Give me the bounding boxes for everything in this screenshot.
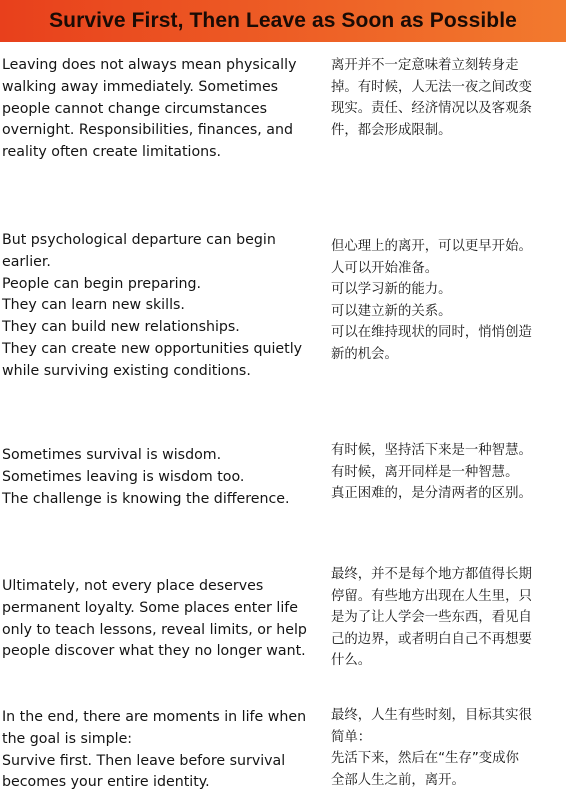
english-paragraph	[2, 445, 314, 510]
text-line: people discover what they no longer want.	[2, 643, 306, 660]
text-line: Survive first. Then leave before survival	[2, 752, 286, 769]
english-paragraph	[2, 55, 314, 164]
text-line: 人可以开始准备。	[331, 260, 439, 276]
text-line: The challenge is knowing the difference.	[2, 490, 290, 507]
text-line: while surviving existing conditions.	[2, 362, 251, 379]
text-line: permanent loyalty. Some places enter life	[2, 599, 299, 616]
text-line: overnight. Responsibilities, finances, and	[2, 122, 293, 139]
text-line: They can create new opportunities quietly	[2, 340, 303, 357]
text-line: the goal is simple:	[2, 730, 133, 747]
text-line: 件，都会形成限制。	[331, 122, 452, 138]
text-line: 是为了让人学会一些东西，看见自	[331, 610, 532, 625]
text-line: earlier.	[2, 253, 51, 270]
text-line: walking away immediately. Sometimes	[2, 78, 279, 95]
english-paragraph	[2, 576, 314, 663]
text-line: 现实。责任、经济情况以及客观条	[331, 101, 532, 116]
text-line: 什么。	[331, 653, 372, 668]
chinese-paragraph	[331, 705, 561, 791]
page-title: Survive First, Then Leave as Soon as Possible	[49, 9, 517, 32]
text-line: 可以学习新的能力。	[331, 282, 452, 297]
title-banner	[0, 0, 566, 42]
text-line: Sometimes leaving is wisdom too.	[2, 468, 245, 485]
text-line: 但心理上的离开，可以更早开始。	[331, 239, 532, 254]
chinese-paragraph	[331, 564, 561, 672]
english-paragraph	[2, 230, 314, 383]
text-line: people cannot change circumstances	[2, 100, 267, 117]
text-line: 己的边界，或者明白自己不再想要	[331, 631, 532, 647]
text-line: Ultimately, not every place deserves	[2, 578, 264, 594]
text-line: 离开并不一定意味着立刻转身走	[331, 58, 519, 73]
text-line: But psychological departure can begin	[2, 232, 276, 248]
text-line: 简单：	[331, 729, 372, 745]
text-line: 掉。有时候，人无法一夜之间改变	[331, 79, 532, 95]
text-line: Sometimes survival is wisdom.	[2, 447, 222, 463]
text-line: Leaving does not always mean physically	[2, 57, 297, 73]
text-line: In the end, there are moments in life when	[2, 709, 307, 725]
text-line: They can build new relationships.	[2, 319, 240, 336]
text-line: becomes your entire identity.	[2, 774, 210, 791]
text-line: only to teach lessons, reveal limits, or help	[2, 621, 307, 638]
text-line: 最终，并不是每个地方都值得长期	[331, 567, 532, 582]
text-line: 可以建立新的关系。	[331, 303, 452, 319]
text-line: 停留。有些地方出现在人生里，只	[331, 588, 532, 604]
text-line: 最终，人生有些时刻，目标其实很	[331, 708, 532, 723]
text-line: 全部人生之前，离开。	[331, 772, 465, 788]
chinese-paragraph	[331, 55, 561, 141]
text-line: reality often create limitations.	[2, 144, 222, 161]
text-line: 可以在维持现状的同时，悄悄创造	[331, 325, 532, 340]
text-line: They can learn new skills.	[2, 297, 185, 314]
text-line: 真正困难的，是分清两者的区别。	[331, 486, 532, 501]
text-line: People can begin preparing.	[2, 275, 202, 292]
text-line: 有时候，离开同样是一种智慧。	[331, 464, 519, 480]
text-line: 新的机会。	[331, 346, 398, 362]
text-line: 先活下来，然后在“生存”变成你	[331, 751, 519, 766]
text-line: 有时候，坚持活下来是一种智慧。	[331, 443, 532, 458]
chinese-paragraph	[331, 440, 561, 505]
english-paragraph	[2, 707, 314, 794]
chinese-paragraph	[331, 236, 561, 365]
